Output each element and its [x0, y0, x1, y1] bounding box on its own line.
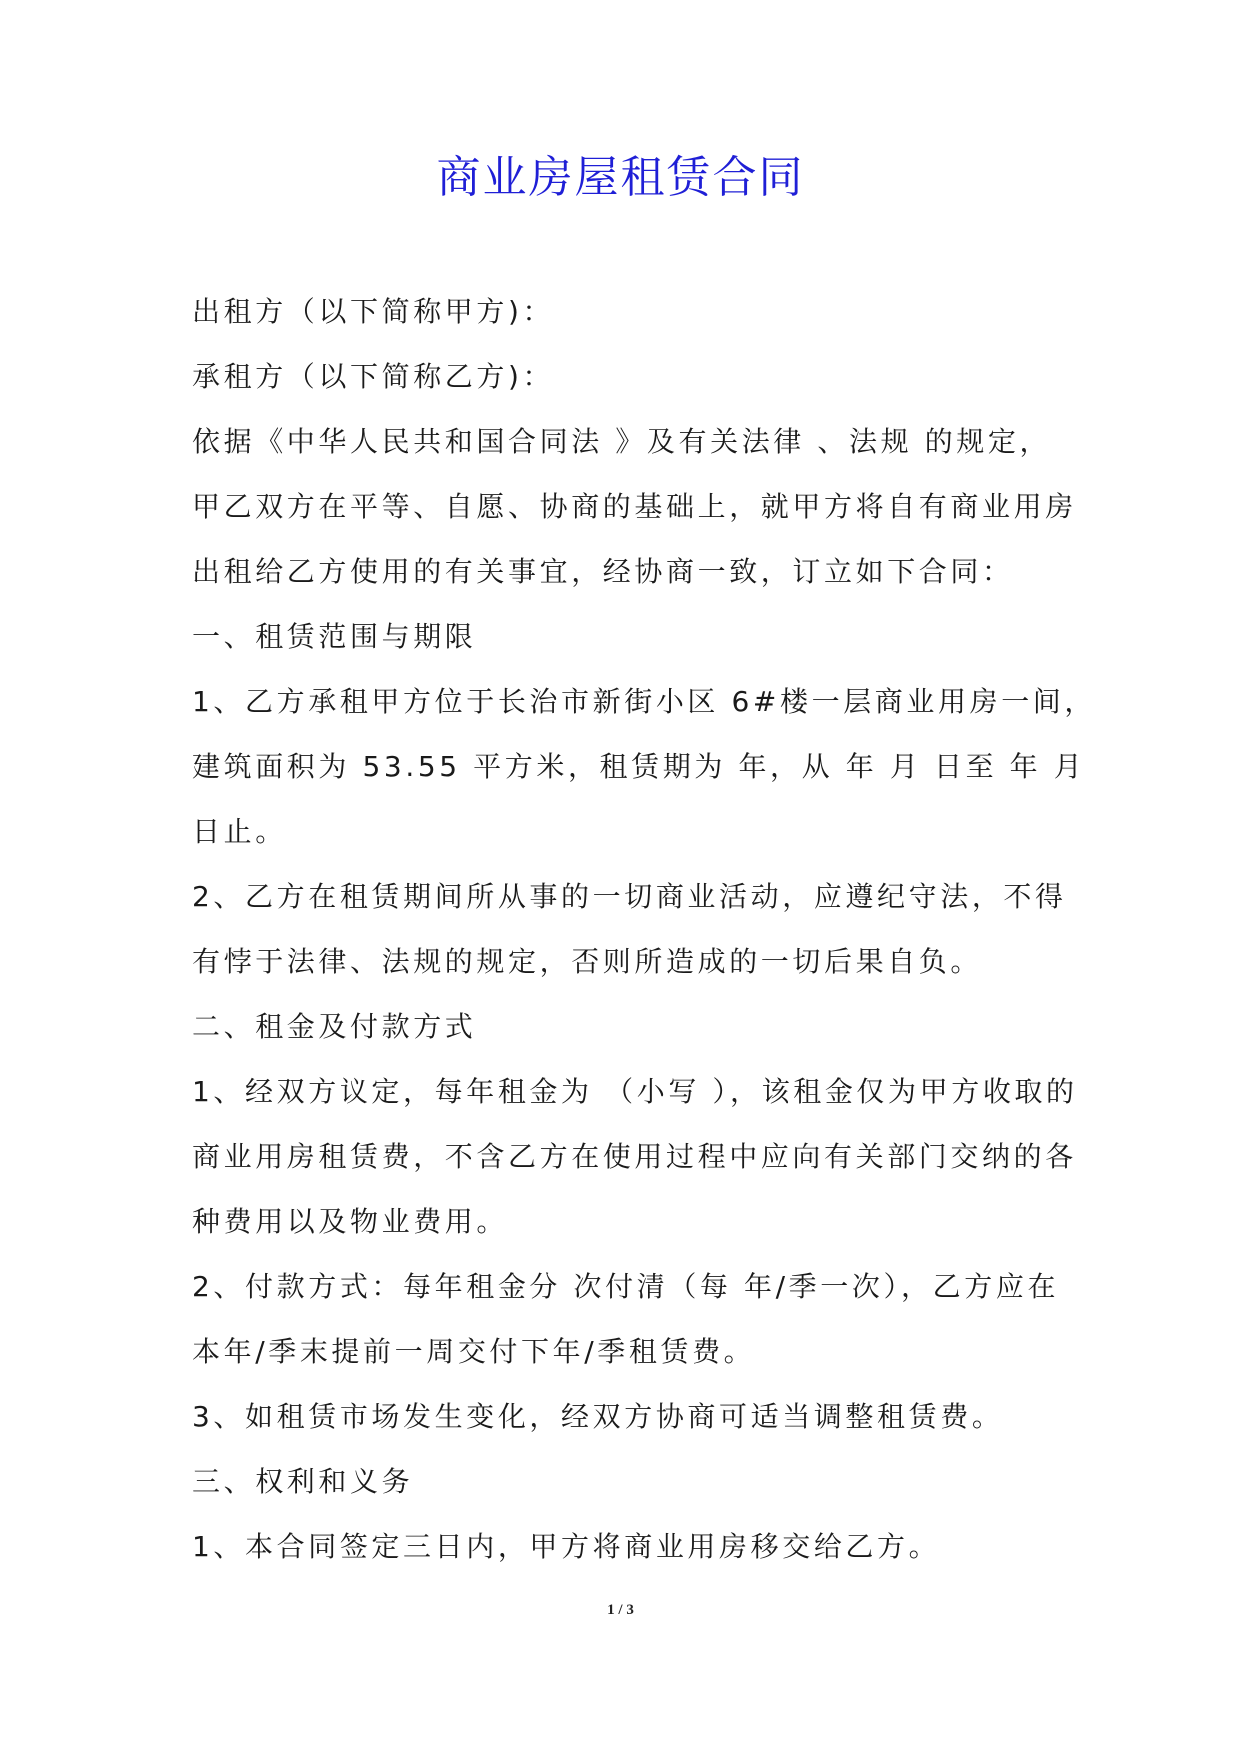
body-line: 1、经双方议定，每年租金为 （小写 ），该租金仅为甲方收取的 [192, 1075, 1078, 1108]
body-line: 1、乙方承租甲方位于长治市新街小区 6#楼一层商业用房一间， [192, 685, 1096, 718]
body-line: 出租方（以下简称甲方)： [192, 295, 555, 328]
body-line: 1、本合同签定三日内，甲方将商业用房移交给乙方。 [192, 1530, 941, 1563]
section-heading: 一、租赁范围与期限 [192, 620, 477, 653]
body-line: 2、乙方在租赁期间所从事的一切商业活动，应遵纪守法，不得 [192, 880, 1067, 913]
contract-body [192, 292, 1096, 1592]
body-line: 有悖于法律、法规的规定，否则所造成的一切后果自负。 [192, 945, 983, 978]
body-line: 建筑面积为 53.55 平方米，租赁期为 年，从 年 月 日至 年 月 [192, 750, 1086, 783]
body-line: 甲乙双方在平等、自愿、协商的基础上，就甲方将自有商业用房 [192, 490, 1077, 523]
body-line: 3、如租赁市场发生变化，经双方协商可适当调整租赁费。 [192, 1400, 1004, 1433]
body-line: 2、付款方式：每年租金分 次付清（每 年/季一次），乙方应在 [192, 1270, 1060, 1303]
body-line: 承租方（以下简称乙方)： [192, 360, 555, 393]
body-line: 本年/季末提前一周交付下年/季租赁费。 [192, 1335, 756, 1368]
page-number: 1 / 3 [607, 1602, 634, 1618]
body-line: 依据《中华人民共和国合同法 》及有关法律 、法规 的规定， [192, 425, 1052, 458]
section-heading: 二、租金及付款方式 [192, 1010, 477, 1043]
body-line: 种费用以及物业费用。 [192, 1205, 509, 1238]
body-line: 日止。 [192, 815, 287, 848]
body-line: 出租给乙方使用的有关事宜，经协商一致，订立如下合同： [192, 555, 1014, 588]
section-heading: 三、权利和义务 [192, 1465, 414, 1498]
document-title: 商业房屋租赁合同 [436, 152, 805, 203]
body-line: 商业用房租赁费，不含乙方在使用过程中应向有关部门交纳的各 [192, 1140, 1077, 1173]
